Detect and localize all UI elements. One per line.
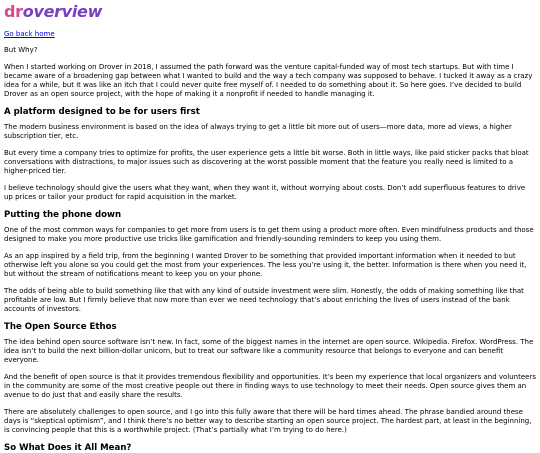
section-paragraph: One of the most common ways for companies to get more from users is to get them using a product more often. Even mindfulness products and those designed to make you more productive use tricks like gamification and friendly-sounding reminders to keep you using them.: [4, 226, 534, 243]
section-heading-what-does-it-mean: So What Does it All Mean?: [4, 443, 132, 453]
section-paragraph: I believe technology should give the users what they want, when they want it, without worrying about costs. Don’t add superfluous features to drive up prices or tailor your product for rapid acquisition in the market.: [4, 184, 526, 201]
section-paragraph: The odds of being able to build something like that with any kind of outside investment were slim. Honestly, the odds of making something like that profitable are low. But I firmly believe that now more than ever we need technology that’s about enriching the lives of users instead of the bank accounts of investors.: [4, 287, 524, 313]
section-heading-users-first: A platform designed to be for users first: [4, 107, 200, 117]
section-paragraph: But every time a company tries to optimize for profits, the user experience gets a little bit worse. Both in little ways, like paid sticker packs that bloat conversations with distractions, to major issues such as discovering at the worst possible moment that the feature you really need is limited to a higher-priced tier.: [4, 149, 529, 175]
logo-part-view: overview: [22, 2, 103, 21]
section-paragraph: And the benefit of open source is that it provides tremendous flexibility and opportunities. It’s been my experience that local organizers and volunteers in the community are some of the most creative people out there in finding ways to use technology to meet their needs. Open source gives them an avenue to do just that and easily share the results.: [4, 373, 536, 399]
go-back-home-link[interactable]: Go back home: [4, 30, 55, 38]
section-paragraph: The modern business environment is based on the idea of always trying to get a little bit more out of users—more data, more ad views, a higher subscription tier, etc.: [4, 123, 512, 140]
logo-part-drover: dr: [4, 2, 23, 21]
section-paragraph: As an app inspired by a field trip, from the beginning I wanted Drover to be something that provided important information when it needed to but otherwise left you alone so you could get the most from your experiences. The less you’re using it, the better. Information is there when you need it, but without the stream of notifications meant to keep you on your phone.: [4, 252, 527, 278]
intro-question: But Why?: [4, 46, 38, 54]
section-heading-open-source: The Open Source Ethos: [4, 322, 117, 332]
section-heading-phone-down: Putting the phone down: [4, 210, 122, 220]
intro-paragraph: When I started working on Drover in 2018, I assumed the path forward was the venture capital-funded way of most tech startups. But with time I became aware of a broadening gap between what I wanted to build and the way a tech company was supposed to behave. I tucked it away as a crazy idea for a while, but it was like an itch that I could never quite free myself of. I needed to do something about it. So here goes. I’ve decided to build Drover as an open source project, with the hope of making it a nonprofit if needed to handle managing it.: [4, 63, 533, 98]
section-paragraph: The idea behind open source software isn’t new. In fact, some of the biggest names in the internet are open source. Wikipedia. Firefox. WordPress. The idea isn’t to build the next billion-dollar unicorn, but to treat our software like a community resource that belongs to everyone and can benefit everyone.: [4, 338, 534, 364]
section-paragraph: There are absolutely challenges to open source, and I go into this fully aware that there will be hard times ahead. The phrase bandied around these days is “skeptical optimism”, and I think there’s no better way to describe starting an open source project. The hardest part, at least in the beginning, is convincing people that this is a worthwhile project. (That’s partially what I’m trying to do here.): [4, 408, 532, 434]
drover-view-logo[interactable]: [4, 3, 536, 21]
